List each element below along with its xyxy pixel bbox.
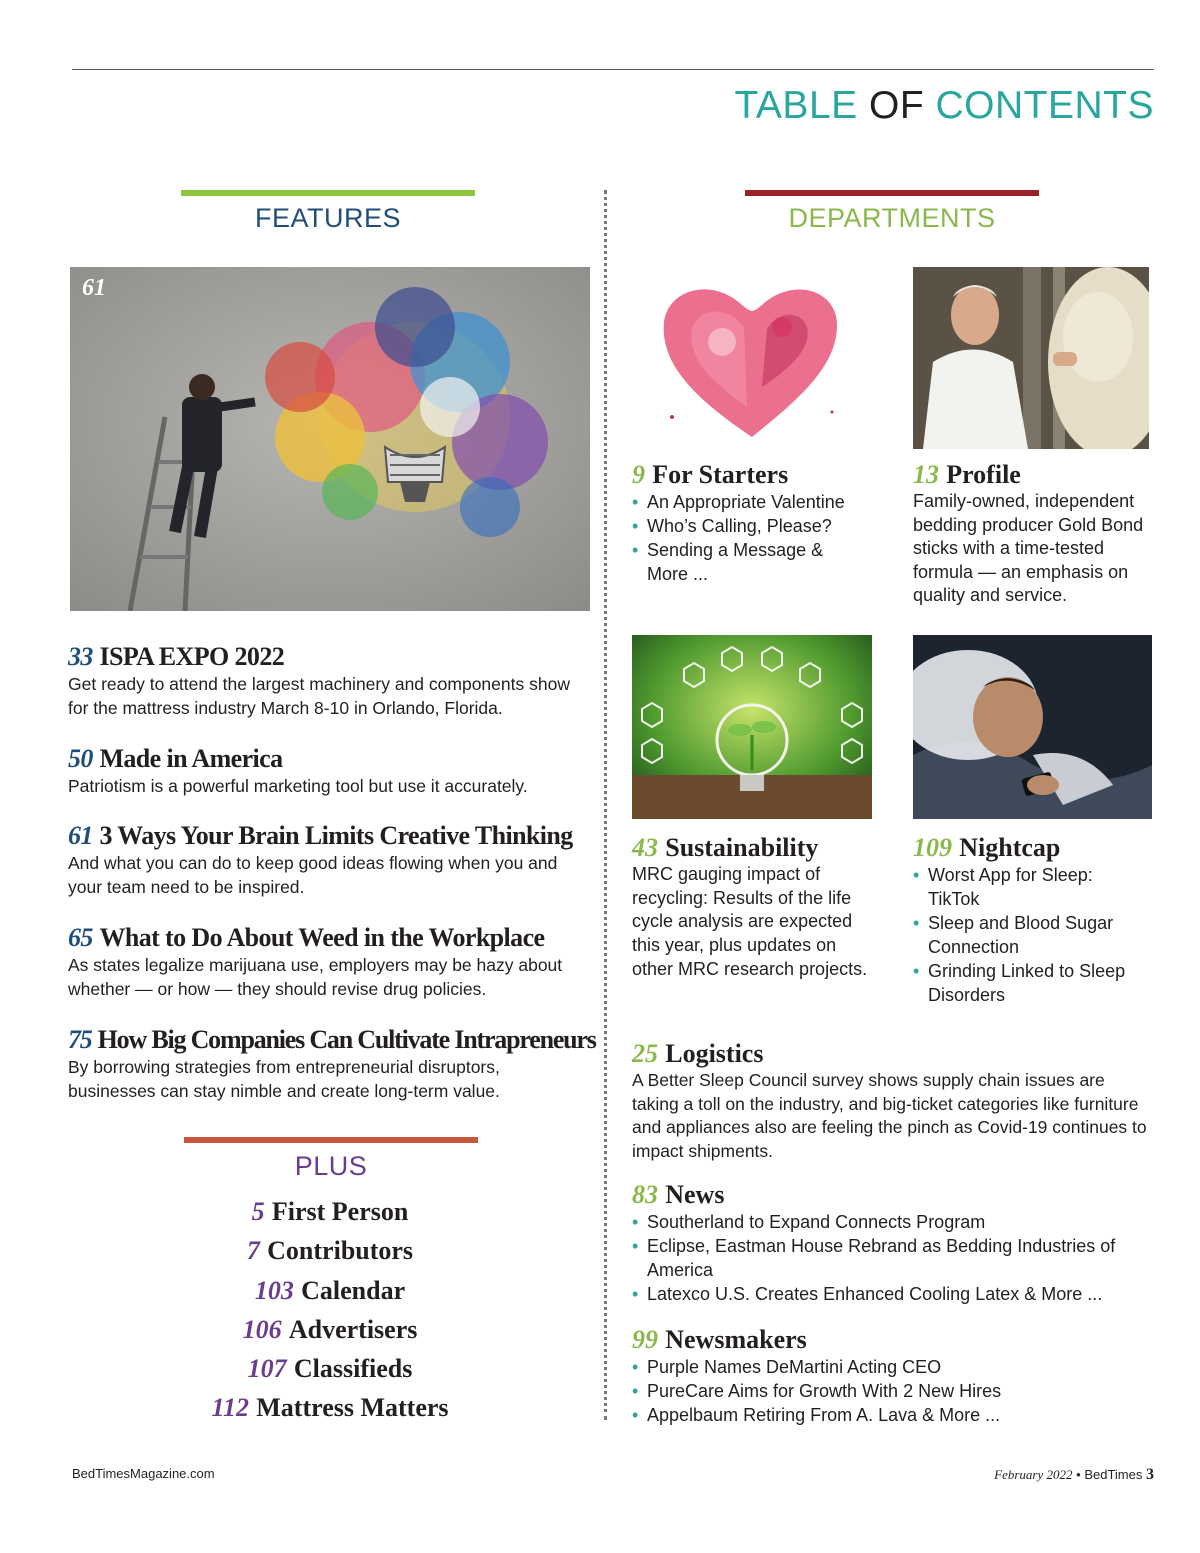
feature-title: How Big Companies Can Cultivate Intrapreneurs — [97, 1025, 596, 1054]
bullet-item: • Who’s Calling, Please? — [632, 514, 892, 538]
plus-item[interactable] — [180, 1349, 480, 1388]
website-link[interactable]: BedTimesMagazine.com — [72, 1466, 215, 1481]
dept-page-number: 13 — [913, 460, 939, 489]
dept-description: Family-owned, independent bedding producer Gold Bond sticks with a time-tested formula — an emphasis on quality and service. — [913, 491, 1144, 605]
feature-page-number: 50 — [68, 744, 93, 773]
features-heading: FEATURES — [254, 203, 401, 233]
bullet-item: • Purple Names DeMartini Acting CEO — [632, 1355, 1152, 1379]
dept-description: A Better Sleep Council survey shows supply chain issues are taking a toll on the industry, and big-ticket categories like furniture and appliances also are feeling the pinch as Covid-19 continues to impact shipments. — [632, 1070, 1147, 1161]
sustainability-lightbulb-image[interactable] — [632, 635, 872, 819]
plus-item[interactable] — [180, 1271, 480, 1310]
feature-description: Get ready to attend the largest machinery and components show for the mattress industry March 8-10 in Orlando, Florida. — [68, 674, 570, 718]
photo-page-label: 61 — [82, 275, 106, 301]
feature-page-number: 33 — [68, 642, 93, 671]
plus-title: Calendar — [301, 1275, 406, 1305]
bullet-item: • Worst App for Sleep: TikTok — [913, 863, 1118, 911]
dept-page-number: 9 — [632, 460, 645, 489]
feature-page-number: 61 — [68, 821, 93, 850]
plus-page-number: 7 — [246, 1236, 260, 1266]
creative-lightbulb-photo[interactable] — [70, 267, 590, 611]
watercolor-heart-image[interactable] — [632, 267, 872, 447]
dept-page-number: 99 — [632, 1325, 658, 1354]
nightcap-phone-photo[interactable] — [913, 635, 1152, 819]
title-word-2: OF — [868, 84, 925, 127]
dept-page-number: 43 — [632, 833, 658, 862]
bullet-item: • Latexco U.S. Creates Enhanced Cooling Latex & More ... — [632, 1282, 1152, 1306]
feature-description: By borrowing strategies from entrepreneurial disruptors, businesses can stay nimble and create long-term value. — [68, 1057, 500, 1101]
dept-title: Newsmakers — [665, 1325, 807, 1354]
dept-title: Nightcap — [959, 833, 1061, 862]
dept-title: News — [665, 1180, 725, 1209]
dept-title: Profile — [946, 460, 1021, 489]
plus-title: Advertisers — [288, 1314, 418, 1344]
plus-bar — [184, 1137, 478, 1143]
profile-photo[interactable] — [913, 267, 1149, 449]
feature-title: 3 Ways Your Brain Limits Creative Thinking — [99, 821, 573, 850]
title-word-1: TABLE — [734, 84, 858, 127]
plus-title: Contributors — [267, 1236, 414, 1266]
footer-separator: • — [1076, 1467, 1081, 1482]
dept-news[interactable] — [632, 1179, 1152, 1306]
plus-title: Classifieds — [293, 1354, 413, 1384]
bullet-item: • Eclipse, Eastman House Rebrand as Bedding Industries of America — [632, 1234, 1137, 1282]
feature-item[interactable] — [68, 743, 588, 798]
feature-page-number: 65 — [68, 923, 93, 952]
top-rule — [72, 69, 1154, 70]
bullet-item: • Appelbaum Retiring From A. Lava & More ... — [632, 1403, 1152, 1427]
plus-item[interactable] — [180, 1388, 480, 1427]
plus-heading: PLUS — [294, 1151, 368, 1181]
plus-list — [180, 1192, 480, 1428]
dept-title: Logistics — [665, 1039, 764, 1068]
plus-page-number: 112 — [211, 1393, 250, 1423]
column-divider — [604, 190, 607, 1420]
feature-page-number: 75 — [68, 1025, 92, 1054]
plus-page-number: 103 — [254, 1275, 294, 1305]
feature-title: Made in America — [99, 744, 283, 773]
issue-date: February 2022 — [994, 1467, 1073, 1482]
feature-item[interactable] — [68, 922, 588, 1001]
features-bar — [181, 190, 475, 196]
dept-page-number: 109 — [913, 833, 952, 862]
departments-heading: DEPARTMENTS — [788, 203, 996, 233]
plus-page-number: 107 — [247, 1354, 287, 1384]
plus-page-number: 5 — [251, 1197, 265, 1226]
dept-title: Sustainability — [665, 833, 819, 862]
dept-page-number: 83 — [632, 1180, 658, 1209]
bullet-item: • Grinding Linked to Sleep Disorders — [913, 959, 1143, 1007]
bullet-item: • PureCare Aims for Growth With 2 New Hires — [632, 1379, 1152, 1403]
dept-nightcap[interactable] — [913, 832, 1158, 1007]
feature-title: What to Do About Weed in the Workplace — [99, 923, 545, 952]
feature-item[interactable] — [68, 1024, 596, 1103]
bullet-item: • Sending a Message & More ... — [632, 538, 837, 586]
dept-description: MRC gauging impact of recycling: Results of the life cycle analysis are expected this year, plus updates on other MRC research projects. — [632, 864, 868, 979]
feature-title: ISPA EXPO 2022 — [99, 642, 285, 671]
bullet-item: • An Appropriate Valentine — [632, 490, 892, 514]
bullet-item: • Southerland to Expand Connects Program — [632, 1210, 1152, 1234]
plus-title: First Person — [271, 1197, 409, 1226]
plus-item[interactable] — [180, 1310, 480, 1349]
dept-newsmakers[interactable] — [632, 1324, 1152, 1427]
page-footer — [994, 1466, 1154, 1484]
feature-description: And what you can do to keep good ideas flowing when you and your team need to be inspired. — [68, 853, 558, 897]
title-word-3: CONTENTS — [935, 84, 1154, 127]
feature-description: Patriotism is a powerful marketing tool but use it accurately. — [68, 776, 528, 796]
plus-page-number: 106 — [242, 1314, 282, 1344]
page-number: 3 — [1146, 1466, 1154, 1483]
plus-title: Mattress Matters — [256, 1393, 449, 1423]
magazine-name: BedTimes — [1084, 1467, 1143, 1482]
feature-item[interactable] — [68, 641, 588, 720]
plus-item[interactable] — [180, 1231, 480, 1270]
dept-sustainability[interactable] — [632, 832, 872, 982]
departments-bar — [745, 190, 1039, 196]
page-title — [734, 84, 1154, 128]
feature-item[interactable] — [68, 820, 588, 899]
plus-item[interactable] — [180, 1192, 480, 1231]
dept-for-starters[interactable] — [632, 459, 892, 586]
dept-page-number: 25 — [632, 1039, 658, 1068]
bullet-item: • Sleep and Blood Sugar Connection — [913, 911, 1138, 959]
feature-description: As states legalize marijuana use, employers may be hazy about whether — or how — they should revise drug policies. — [68, 955, 563, 999]
dept-profile[interactable] — [913, 459, 1158, 608]
dept-logistics[interactable] — [632, 1038, 1152, 1163]
dept-title: For Starters — [652, 460, 789, 489]
